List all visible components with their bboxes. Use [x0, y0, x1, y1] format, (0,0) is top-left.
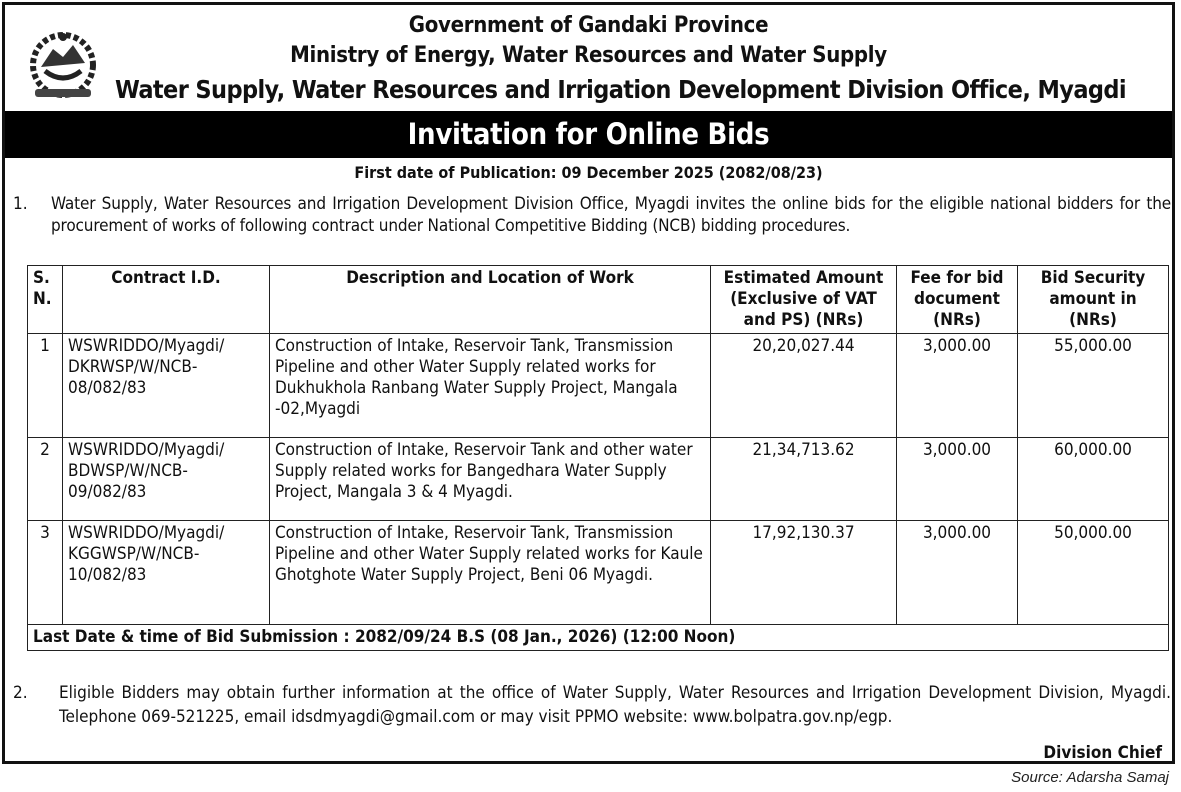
- cell-description: Construction of Intake, Reservoir Tank and other water Supply related works for Bangedhara Water Supply Project, Mangala 3 & 4 Myagdi.: [270, 438, 711, 521]
- last-submission-date: Last Date & time of Bid Submission : 2082/09/24 B.S (08 Jan., 2026) (12:00 Noon): [28, 625, 1169, 651]
- cell-contract-id: WSWRIDDO/Myagdi/ DKRWSP/W/NCB- 08/082/83: [63, 334, 270, 438]
- last-date-row: [28, 625, 1169, 651]
- cell-estimated-amount: 20,20,027.44: [711, 334, 897, 438]
- cell-contract-id: WSWRIDDO/Myagdi/ KGGWSP/W/NCB- 10/082/83: [63, 521, 270, 625]
- cell-bid-security: 55,000.00: [1018, 334, 1169, 438]
- cell-bid-security: 60,000.00: [1018, 438, 1169, 521]
- cell-sn: 1: [28, 334, 63, 438]
- header-estimated-amount: Estimated Amount (Exclusive of VAT and PS) (NRs): [711, 266, 897, 334]
- cell-fee: 3,000.00: [897, 438, 1018, 521]
- ministry-title: Ministry of Energy, Water Resources and Water Supply: [290, 43, 887, 68]
- paragraph-1: [13, 193, 1171, 237]
- publication-date: First date of Publication: 09 December 2025 (2082/08/23): [354, 163, 823, 182]
- paragraph-2: [13, 681, 1171, 729]
- cell-description: Construction of Intake, Reservoir Tank, Transmission Pipeline and other Water Supply related works for Kaule Ghotghote Water Supply Project, Beni 06 Myagdi.: [270, 521, 711, 625]
- header-description: Description and Location of Work: [270, 266, 711, 334]
- bids-table: [27, 265, 1169, 651]
- cell-estimated-amount: 17,92,130.37: [711, 521, 897, 625]
- cell-estimated-amount: 21,34,713.62: [711, 438, 897, 521]
- header-bid-security: Bid Security amount in (NRs): [1018, 266, 1169, 334]
- paragraph-text: Eligible Bidders may obtain further information at the office of Water Supply, Water Resources and Irrigation Development Division, Myagdi. Telephone 069-521225, email idsdmyagdi@gmail.com or may visit PPMO website: www.bolpatra.gov.np/egp.: [59, 683, 1171, 727]
- cell-sn: 2: [28, 438, 63, 521]
- cell-fee: 3,000.00: [897, 521, 1018, 625]
- table-row: [28, 438, 1169, 521]
- paragraph-number: 1.: [13, 194, 28, 214]
- cell-sn: 3: [28, 521, 63, 625]
- office-title: Water Supply, Water Resources and Irrigation Development Division Office, Myagdi: [115, 75, 1127, 104]
- table-header-row: [28, 266, 1169, 334]
- header-sn: S. N.: [28, 266, 63, 334]
- notice-header: [5, 5, 1172, 111]
- cell-fee: 3,000.00: [897, 334, 1018, 438]
- source-credit: Source: Adarsha Samaj: [1011, 769, 1169, 786]
- table-row: [28, 521, 1169, 625]
- notice-frame: [2, 2, 1175, 764]
- table-row: [28, 334, 1169, 438]
- cell-contract-id: WSWRIDDO/Myagdi/ BDWSP/W/NCB- 09/082/83: [63, 438, 270, 521]
- paragraph-text: Water Supply, Water Resources and Irrigation Development Division Office, Myagdi invites the online bids for the eligible national bidders for the procurement of works of following contract under National Competitive Bidding (NCB) bidding procedures.: [51, 194, 1171, 236]
- government-title: Government of Gandaki Province: [408, 13, 769, 38]
- header-fee: Fee for bid document (NRs): [897, 266, 1018, 334]
- signoff-division-chief: Division Chief: [1043, 743, 1162, 763]
- cell-bid-security: 50,000.00: [1018, 521, 1169, 625]
- header-contract-id: Contract I.D.: [63, 266, 270, 334]
- cell-description: Construction of Intake, Reservoir Tank, Transmission Pipeline and other Water Supply related works for Dukhukhola Ranbang Water Supply Project, Mangala -02,Myagdi: [270, 334, 711, 438]
- notice-title-banner: Invitation for Online Bids: [5, 111, 1172, 158]
- paragraph-number: 2.: [13, 683, 28, 703]
